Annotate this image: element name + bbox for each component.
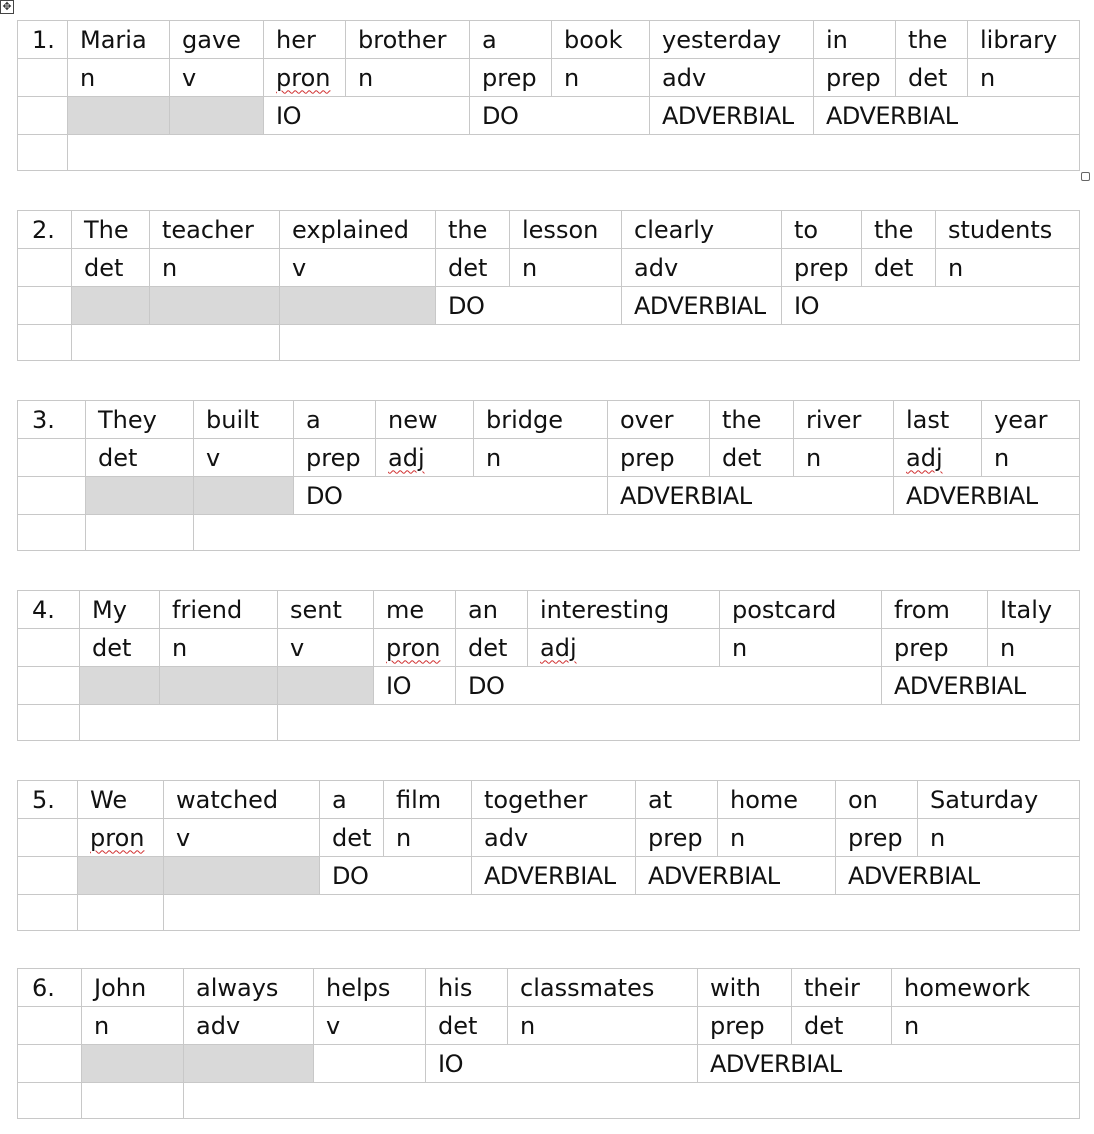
- word-cell[interactable]: Saturday: [918, 781, 1080, 819]
- pos-label: adv: [662, 63, 707, 92]
- word-row: [18, 401, 1080, 439]
- role-row: [18, 1045, 1080, 1083]
- empty-cell[interactable]: [18, 667, 80, 705]
- role-cell[interactable]: ADVERBIAL: [894, 477, 1080, 515]
- pos-label: v: [206, 443, 221, 472]
- word-cell[interactable]: interesting: [528, 591, 720, 629]
- blank-row: [18, 325, 1080, 361]
- pos-cell[interactable]: [710, 439, 794, 477]
- pos-cell[interactable]: n: [510, 249, 622, 287]
- word-cell[interactable]: with: [698, 969, 792, 1007]
- pos-label: prep: [648, 823, 703, 852]
- word-row: [18, 591, 1080, 629]
- blank-row: [18, 895, 1080, 931]
- empty-cell[interactable]: [18, 705, 80, 741]
- word-cell[interactable]: me: [374, 591, 456, 629]
- pos-cell[interactable]: det: [862, 249, 936, 287]
- word-cell[interactable]: My: [80, 591, 160, 629]
- pos-label: n: [172, 633, 188, 662]
- word-cell[interactable]: a: [320, 781, 384, 819]
- word-cell[interactable]: in: [814, 21, 896, 59]
- pos-cell[interactable]: det: [792, 1007, 892, 1045]
- pos-cell[interactable]: det: [436, 249, 510, 287]
- pos-cell[interactable]: [718, 819, 836, 857]
- role-cell[interactable]: DO: [456, 667, 882, 705]
- role-cell[interactable]: IO: [782, 287, 1080, 325]
- blank-row: [18, 1083, 1080, 1119]
- empty-cell[interactable]: [78, 895, 164, 931]
- word-cell[interactable]: explained: [280, 211, 436, 249]
- word-cell[interactable]: their: [792, 969, 892, 1007]
- shaded-cell[interactable]: [72, 287, 150, 325]
- pos-cell[interactable]: [794, 439, 894, 477]
- pos-cell[interactable]: [384, 819, 472, 857]
- pos-cell[interactable]: n: [82, 1007, 184, 1045]
- pos-label: v: [182, 63, 197, 92]
- word-cell[interactable]: from: [882, 591, 988, 629]
- word-cell[interactable]: a: [470, 21, 552, 59]
- pos-cell[interactable]: [650, 59, 814, 97]
- pos-row: [18, 59, 1080, 97]
- pos-cell[interactable]: [264, 59, 346, 97]
- word-cell[interactable]: clearly: [622, 211, 782, 249]
- pos-cell[interactable]: v: [280, 249, 436, 287]
- pos-cell[interactable]: [376, 439, 474, 477]
- word-cell[interactable]: an: [456, 591, 528, 629]
- pos-label: det: [92, 633, 132, 662]
- pos-cell[interactable]: prep: [782, 249, 862, 287]
- word-cell[interactable]: to: [782, 211, 862, 249]
- pos-label: adj: [540, 633, 577, 662]
- role-cell[interactable]: ADVERBIAL: [814, 97, 1080, 135]
- pos-row: [18, 439, 1080, 477]
- word-cell[interactable]: the: [896, 21, 968, 59]
- role-cell[interactable]: ADVERBIAL: [698, 1045, 1080, 1083]
- pos-cell[interactable]: v: [314, 1007, 426, 1045]
- shaded-cell[interactable]: [80, 667, 160, 705]
- pos-cell[interactable]: n: [892, 1007, 1080, 1045]
- pos-label: prep: [306, 443, 361, 472]
- pos-cell[interactable]: [720, 629, 882, 667]
- pos-row: [18, 1007, 1080, 1045]
- shaded-cell[interactable]: [160, 667, 278, 705]
- pos-label: prep: [482, 63, 537, 92]
- empty-cell[interactable]: [80, 705, 278, 741]
- pos-cell[interactable]: det: [426, 1007, 508, 1045]
- word-cell[interactable]: on: [836, 781, 918, 819]
- pos-label: n: [486, 443, 502, 472]
- word-cell[interactable]: homework: [892, 969, 1080, 1007]
- role-cell[interactable]: ADVERBIAL: [882, 667, 1080, 705]
- sentence-number: 6.: [18, 969, 82, 1007]
- sentence-table-5: [17, 780, 1080, 931]
- word-row: [18, 211, 1080, 249]
- role-cell[interactable]: ADVERBIAL: [836, 857, 1080, 895]
- word-cell[interactable]: together: [472, 781, 636, 819]
- word-row: [18, 781, 1080, 819]
- pos-cell[interactable]: n: [508, 1007, 698, 1045]
- empty-cell[interactable]: [18, 857, 78, 895]
- empty-cell[interactable]: [18, 97, 68, 135]
- word-cell[interactable]: gave: [170, 21, 264, 59]
- word-cell[interactable]: Italy: [988, 591, 1080, 629]
- empty-cell[interactable]: [18, 59, 68, 97]
- empty-cell[interactable]: [18, 439, 86, 477]
- role-cell[interactable]: IO: [426, 1045, 698, 1083]
- pos-cell[interactable]: [894, 439, 982, 477]
- word-cell[interactable]: book: [552, 21, 650, 59]
- word-cell[interactable]: friend: [160, 591, 278, 629]
- pos-label: prep: [620, 443, 675, 472]
- empty-cell[interactable]: [194, 515, 1080, 551]
- pos-label: prep: [894, 633, 949, 662]
- pos-label: n: [80, 63, 96, 92]
- pos-label: pron: [90, 823, 145, 852]
- word-cell[interactable]: We: [78, 781, 164, 819]
- pos-label: det: [468, 633, 508, 662]
- word-cell[interactable]: built: [194, 401, 294, 439]
- sentence-table-2: [17, 210, 1080, 361]
- word-cell[interactable]: postcard: [720, 591, 882, 629]
- table-resize-handle[interactable]: [1081, 172, 1090, 181]
- role-row: [18, 287, 1080, 325]
- pos-cell[interactable]: [294, 439, 376, 477]
- word-cell[interactable]: students: [936, 211, 1080, 249]
- role-cell[interactable]: DO: [470, 97, 650, 135]
- word-cell[interactable]: home: [718, 781, 836, 819]
- word-cell[interactable]: Maria: [68, 21, 170, 59]
- word-cell[interactable]: yesterday: [650, 21, 814, 59]
- empty-cell[interactable]: [18, 629, 80, 667]
- pos-cell[interactable]: [982, 439, 1080, 477]
- pos-cell[interactable]: n: [150, 249, 280, 287]
- sentence-number: 5.: [18, 781, 78, 819]
- sentence-number: 4.: [18, 591, 80, 629]
- empty-cell[interactable]: [18, 477, 86, 515]
- pos-cell[interactable]: [636, 819, 718, 857]
- empty-cell[interactable]: [18, 1083, 82, 1119]
- pos-label: det: [332, 823, 372, 852]
- role-row: [18, 97, 1080, 135]
- role-row: [18, 857, 1080, 895]
- pos-cell[interactable]: [528, 629, 720, 667]
- pos-cell[interactable]: [836, 819, 918, 857]
- empty-cell[interactable]: [164, 895, 1080, 931]
- role-cell[interactable]: IO: [374, 667, 456, 705]
- word-cell[interactable]: teacher: [150, 211, 280, 249]
- word-row: [18, 21, 1080, 59]
- pos-cell[interactable]: [814, 59, 896, 97]
- word-cell[interactable]: bridge: [474, 401, 608, 439]
- word-cell[interactable]: sent: [278, 591, 374, 629]
- shaded-cell[interactable]: [82, 1045, 184, 1083]
- pos-cell[interactable]: [918, 819, 1080, 857]
- word-cell[interactable]: the: [710, 401, 794, 439]
- shaded-cell[interactable]: [280, 287, 436, 325]
- pos-label: v: [290, 633, 305, 662]
- pos-cell[interactable]: [552, 59, 650, 97]
- pos-label: n: [732, 633, 748, 662]
- empty-cell[interactable]: [18, 287, 72, 325]
- word-cell[interactable]: helps: [314, 969, 426, 1007]
- sentence-table-6: [17, 968, 1080, 1119]
- pos-label: adj: [906, 443, 943, 472]
- sentence-table-3: [17, 400, 1080, 551]
- pos-row: [18, 249, 1080, 287]
- sentence-number: 3.: [18, 401, 86, 439]
- shaded-cell[interactable]: [278, 667, 374, 705]
- shaded-cell[interactable]: [150, 287, 280, 325]
- pos-cell[interactable]: [170, 59, 264, 97]
- pos-label: n: [1000, 633, 1016, 662]
- pos-label: n: [564, 63, 580, 92]
- pos-label: n: [994, 443, 1010, 472]
- empty-cell[interactable]: [18, 1045, 82, 1083]
- word-cell[interactable]: a: [294, 401, 376, 439]
- sentence-table-1: [17, 20, 1080, 171]
- word-cell[interactable]: her: [264, 21, 346, 59]
- sentence-number: 2.: [18, 211, 72, 249]
- shaded-cell[interactable]: [164, 857, 320, 895]
- pos-row: [18, 629, 1080, 667]
- word-cell[interactable]: last: [894, 401, 982, 439]
- word-cell[interactable]: brother: [346, 21, 470, 59]
- empty-cell[interactable]: [314, 1045, 426, 1083]
- empty-cell[interactable]: [18, 1007, 82, 1045]
- pos-cell[interactable]: [988, 629, 1080, 667]
- shaded-cell[interactable]: [194, 477, 294, 515]
- pos-label: pron: [386, 633, 441, 662]
- role-cell[interactable]: DO: [436, 287, 622, 325]
- word-cell[interactable]: the: [436, 211, 510, 249]
- pos-cell[interactable]: n: [936, 249, 1080, 287]
- word-row: [18, 969, 1080, 1007]
- empty-cell[interactable]: [18, 895, 78, 931]
- empty-cell[interactable]: [68, 135, 1080, 171]
- role-cell[interactable]: ADVERBIAL: [636, 857, 836, 895]
- pos-label: n: [930, 823, 946, 852]
- word-cell[interactable]: They: [86, 401, 194, 439]
- pos-cell[interactable]: [164, 819, 320, 857]
- blank-row: [18, 135, 1080, 171]
- pos-cell[interactable]: [472, 819, 636, 857]
- pos-cell[interactable]: [608, 439, 710, 477]
- word-cell[interactable]: always: [184, 969, 314, 1007]
- word-cell[interactable]: library: [968, 21, 1080, 59]
- pos-cell[interactable]: [470, 59, 552, 97]
- sentence-table-4: [17, 590, 1080, 741]
- pos-cell[interactable]: [68, 59, 170, 97]
- pos-cell[interactable]: [194, 439, 294, 477]
- word-cell[interactable]: lesson: [510, 211, 622, 249]
- empty-cell[interactable]: [18, 249, 72, 287]
- word-cell[interactable]: watched: [164, 781, 320, 819]
- pos-label: n: [806, 443, 822, 472]
- blank-row: [18, 705, 1080, 741]
- pos-label: n: [396, 823, 412, 852]
- pos-cell[interactable]: prep: [698, 1007, 792, 1045]
- shaded-cell[interactable]: [86, 477, 194, 515]
- pos-label: adv: [484, 823, 529, 852]
- pos-cell[interactable]: [474, 439, 608, 477]
- pos-label: n: [980, 63, 996, 92]
- pos-cell[interactable]: [320, 819, 384, 857]
- role-row: [18, 667, 1080, 705]
- pos-cell[interactable]: [346, 59, 470, 97]
- pos-cell[interactable]: adv: [622, 249, 782, 287]
- role-cell[interactable]: ADVERBIAL: [650, 97, 814, 135]
- role-cell[interactable]: ADVERBIAL: [472, 857, 636, 895]
- word-cell[interactable]: The: [72, 211, 150, 249]
- pos-label: det: [908, 63, 948, 92]
- pos-label: det: [98, 443, 138, 472]
- word-cell[interactable]: over: [608, 401, 710, 439]
- pos-label: adj: [388, 443, 425, 472]
- shaded-cell[interactable]: [170, 97, 264, 135]
- word-cell[interactable]: year: [982, 401, 1080, 439]
- pos-label: det: [722, 443, 762, 472]
- pos-cell[interactable]: [278, 629, 374, 667]
- pos-label: prep: [848, 823, 903, 852]
- pos-cell[interactable]: [160, 629, 278, 667]
- shaded-cell[interactable]: [78, 857, 164, 895]
- pos-label: v: [176, 823, 191, 852]
- empty-cell[interactable]: [18, 325, 72, 361]
- pos-cell[interactable]: [80, 629, 160, 667]
- empty-cell[interactable]: [280, 325, 1080, 361]
- pos-label: prep: [826, 63, 881, 92]
- pos-cell[interactable]: [456, 629, 528, 667]
- pos-label: n: [358, 63, 374, 92]
- role-cell[interactable]: DO: [320, 857, 472, 895]
- sentence-number: 1.: [18, 21, 68, 59]
- empty-cell[interactable]: [18, 135, 68, 171]
- empty-cell[interactable]: [18, 819, 78, 857]
- word-cell[interactable]: his: [426, 969, 508, 1007]
- role-row: [18, 477, 1080, 515]
- pos-cell[interactable]: [78, 819, 164, 857]
- word-cell[interactable]: river: [794, 401, 894, 439]
- empty-cell[interactable]: [278, 705, 1080, 741]
- pos-cell[interactable]: adv: [184, 1007, 314, 1045]
- pos-cell[interactable]: det: [72, 249, 150, 287]
- word-cell[interactable]: at: [636, 781, 718, 819]
- empty-cell[interactable]: [72, 325, 280, 361]
- word-cell[interactable]: film: [384, 781, 472, 819]
- role-cell[interactable]: ADVERBIAL: [622, 287, 782, 325]
- pos-label: n: [730, 823, 746, 852]
- shaded-cell[interactable]: [68, 97, 170, 135]
- word-cell[interactable]: the: [862, 211, 936, 249]
- table-move-handle-icon[interactable]: ✥: [0, 0, 14, 14]
- blank-row: [18, 515, 1080, 551]
- word-cell[interactable]: classmates: [508, 969, 698, 1007]
- word-cell[interactable]: John: [82, 969, 184, 1007]
- role-cell[interactable]: IO: [264, 97, 470, 135]
- empty-cell[interactable]: [86, 515, 194, 551]
- pos-cell[interactable]: [968, 59, 1080, 97]
- pos-cell[interactable]: [882, 629, 988, 667]
- pos-cell[interactable]: [86, 439, 194, 477]
- word-cell[interactable]: new: [376, 401, 474, 439]
- empty-cell[interactable]: [184, 1083, 1080, 1119]
- pos-cell[interactable]: [374, 629, 456, 667]
- empty-cell[interactable]: [82, 1083, 184, 1119]
- role-cell[interactable]: DO: [294, 477, 608, 515]
- pos-cell[interactable]: [896, 59, 968, 97]
- empty-cell[interactable]: [18, 515, 86, 551]
- shaded-cell[interactable]: [184, 1045, 314, 1083]
- role-cell[interactable]: ADVERBIAL: [608, 477, 894, 515]
- pos-row: [18, 819, 1080, 857]
- pos-label: pron: [276, 63, 331, 92]
